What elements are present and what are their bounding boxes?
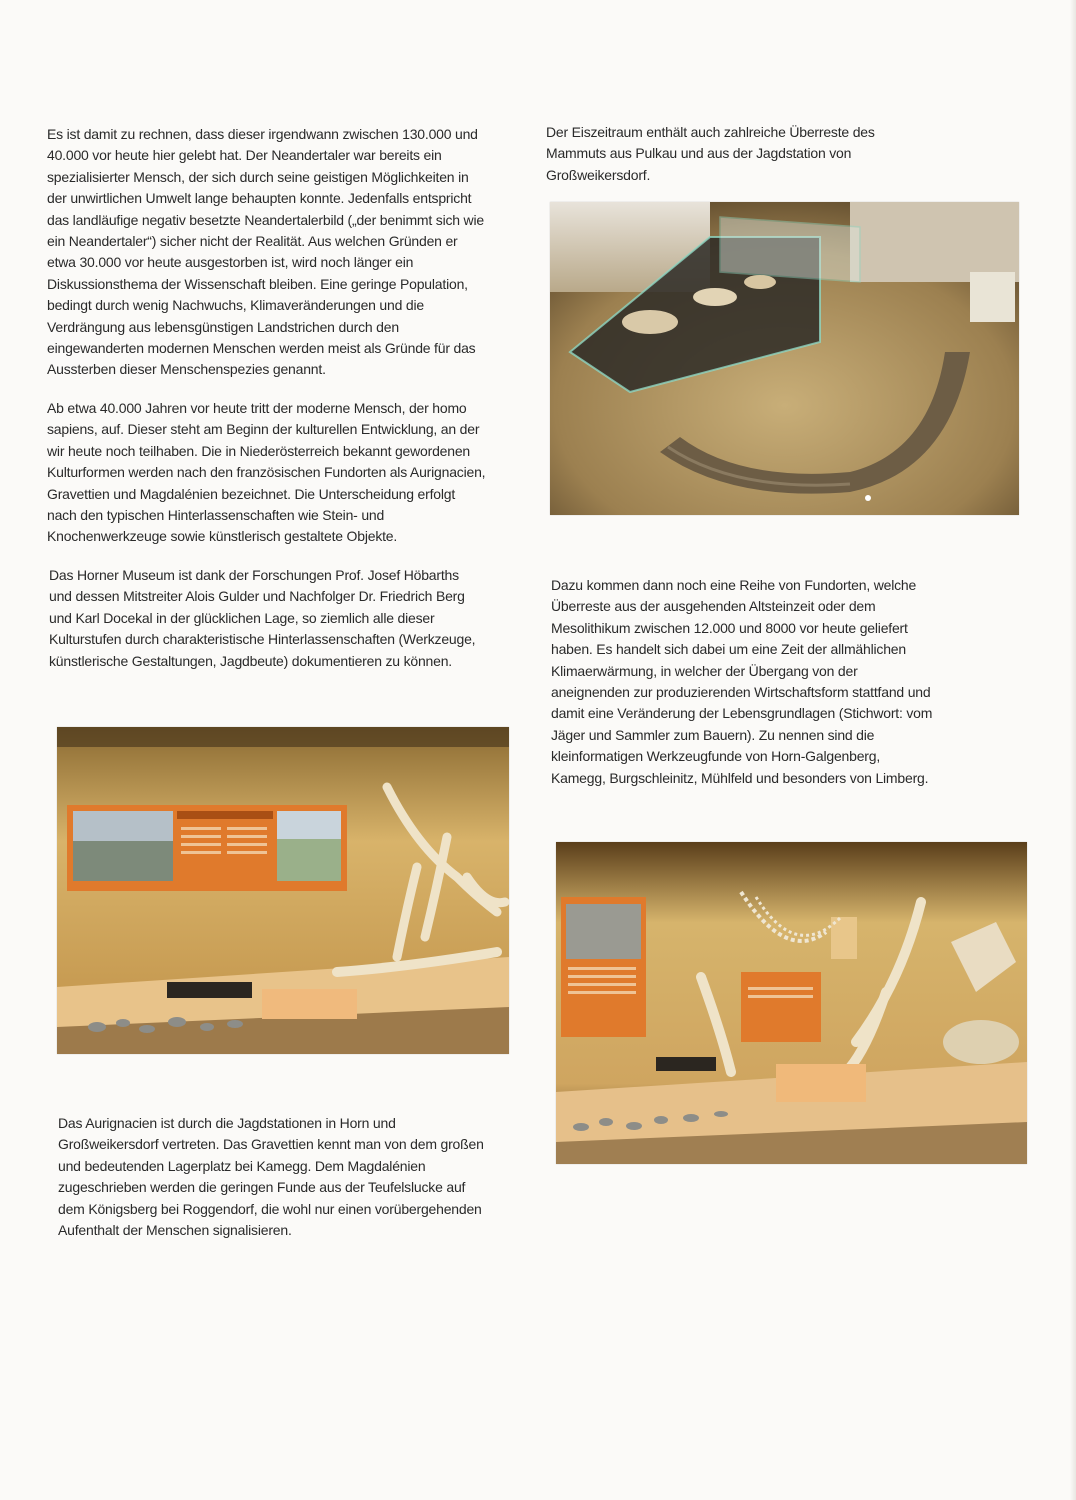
left-paragraph-3: Das Horner Museum ist dank der Forschungen Prof. Josef Höbarths und dessen Mitstreiter Alois Gulder und Nachfolger Dr. Friedrich Berg und Karl Docekal in der glücklichen Lage, so ziemlich alle dieser Kulturstufen durch charakteristische Hinterlassenschaften (Werkzeuge, künstlerische Gestaltungen, Jagdbeute) dokumentieren zu können.: [49, 567, 476, 669]
left-paragraph-4: Das Aurignacien ist durch die Jagdstationen in Horn und Großweikersdorf vertreten. Das Gravettien kennt man von dem großen und bedeutenden Lagerplatz bei Kamegg. Dem Magdalénien zugeschrieben werden die geringen Funde aus der Teufelslucke auf dem Königsberg bei Roggendorf, die wohl nur einen vorübergehenden Aufenthalt der Menschen signalisieren.: [58, 1115, 484, 1239]
page-edge-shadow: [1070, 0, 1076, 1500]
right-paragraph-2: Dazu kommen dann noch eine Reihe von Fundorten, welche Überreste aus der ausgehenden Altsteinzeit oder dem Mesolithikum zwischen 12.000 und 8000 vor heute geliefert haben. Es handelt sich dabei um eine Zeit der allmählichen Klimaerwärmung, in welcher der Übergang von der aneignenden zur produzierenden Wirtschaftsform stattfand und damit eine Veränderung der Lebensgrundlagen (Stichwort: vom Jäger und Sammler zum Bauern). Zu nennen sind die kleinformatigen Werkzeugfunde von Horn-Galgenberg, Kamegg, Burgschleinitz, Mühlfeld und besonders von Limberg.: [551, 577, 933, 786]
mammoth-tusk-showcase-photo: [550, 202, 1019, 515]
kamegg-display-photo: [556, 842, 1027, 1164]
antler-display-photo: [57, 727, 509, 1054]
left-paragraph-2: Ab etwa 40.000 Jahren vor heute tritt der moderne Mensch, der homo sapiens, auf. Dieser steht am Beginn der kulturellen Entwicklung, an der wir heute noch teilhaben. Die in Niederösterreich bekannt gewordenen Kulturformen werden nach den französischen Fundorten als Aurignacien, Gravettien und Magdalénien bezeichnet. Die Unterscheidung erfolgt nach den typischen Hinterlassenschaften wie Stein- und Knochenwerkzeuge sowie künstlerisch gestaltete Objekte.: [47, 400, 486, 545]
left-paragraph-1: Es ist damit zu rechnen, dass dieser irgendwann zwischen 130.000 und 40.000 vor heute hier gelebt hat. Der Neandertaler war bereits ein spezialisierter Mensch, der sich durch seine geistigen Möglichkeiten in der unwirtlichen Umwelt lange behaupten konnte. Jedenfalls entspricht das landläufige negativ besetzte Neandertalerbild („der benimmt sich wie ein Neandertaler“) sicher nicht der Realität. Aus welchen Gründen er etwa 30.000 vor heute ausgestorben ist, wird noch länger ein Diskussionsthema der Wissenschaft bleiben. Eine geringe Population, bedingt durch wenig Nachwuchs, Klimaveränderungen und die Verdrängung aus lebensgünstigen Landstrichen durch den eingewanderten modernen Menschen werden meist als Gründe für das Aussterben dieser Menschenspezies genannt.: [47, 126, 484, 378]
right-paragraph-1: Der Eiszeitraum enthält auch zahlreiche Überreste des Mammuts aus Pulkau und aus der Jagdstation von Großweikersdorf.: [546, 124, 875, 183]
